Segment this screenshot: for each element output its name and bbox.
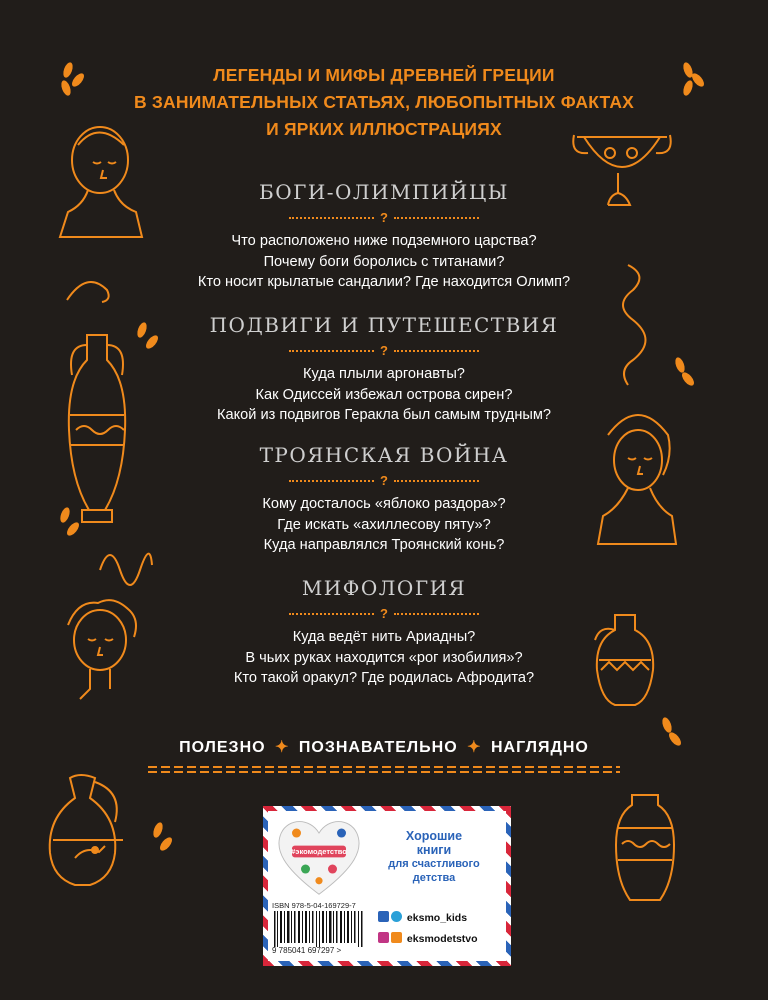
section-divider bbox=[289, 210, 479, 225]
wheat-icon bbox=[655, 715, 685, 755]
question-line: Почему боги боролись с титанами? bbox=[263, 253, 505, 270]
wheat-icon bbox=[668, 355, 698, 395]
instagram-icon bbox=[378, 932, 389, 943]
telegram-icon bbox=[391, 911, 402, 922]
wheat-icon bbox=[55, 505, 85, 545]
swirl-icon bbox=[598, 260, 658, 390]
publisher-label bbox=[263, 806, 511, 966]
question-line: Что расположено ниже подземного царства? bbox=[231, 233, 537, 249]
section-divider bbox=[289, 606, 479, 621]
slogan-line: Хорошие bbox=[405, 829, 463, 843]
headline-line-1: ЛЕГЕНДЫ И МИФЫ ДРЕВНЕЙ ГРЕЦИИ bbox=[213, 65, 555, 85]
urn-icon bbox=[610, 790, 680, 910]
slogan-line: книги bbox=[416, 843, 452, 857]
greek-woman-bust-icon bbox=[588, 400, 688, 550]
vase-icon bbox=[585, 610, 665, 710]
star-icon: ✦ bbox=[467, 739, 482, 756]
section-title: МИФОЛОГИЯ bbox=[301, 576, 467, 600]
dashed-divider bbox=[148, 766, 620, 774]
greek-bust-icon bbox=[48, 120, 158, 240]
curl-icon bbox=[62, 270, 122, 310]
social-handle: eksmo_kids bbox=[406, 912, 468, 924]
social-links bbox=[378, 908, 478, 950]
headline-line-3: И ЯРКИХ ИЛЛЮСТРАЦИЯХ bbox=[266, 119, 502, 139]
question-line: Куда ведёт нить Ариадны? bbox=[292, 629, 476, 645]
barcode-number: 9 785041 697297 > bbox=[272, 946, 342, 955]
slogan-word-visual: НАГЛЯДНО bbox=[490, 739, 589, 756]
wheat-icon bbox=[58, 60, 88, 100]
oinochoe-jug-icon bbox=[45, 770, 135, 890]
question-line: Куда направлялся Троянский конь? bbox=[263, 537, 505, 553]
section-title: ПОДВИГИ И ПУТЕШЕСТВИЯ bbox=[209, 313, 559, 337]
question-mark: ? bbox=[380, 606, 388, 621]
social-handle: eksmodetstvo bbox=[406, 933, 478, 945]
barcode bbox=[272, 911, 368, 947]
star-icon: ✦ bbox=[275, 739, 290, 756]
question-line: Как Одиссей избежал острова сирен? bbox=[255, 386, 513, 403]
social-row bbox=[378, 908, 478, 929]
slogan-line: для счастливого bbox=[388, 858, 480, 870]
section-divider bbox=[289, 473, 479, 488]
slogan-line: детства bbox=[412, 872, 456, 884]
wheat-icon bbox=[132, 320, 162, 360]
wheat-icon bbox=[148, 820, 178, 860]
question-line: Где искать «ахиллесову пяту»? bbox=[277, 516, 491, 533]
question-line: Кто такой оракул? Где родилась Афродита? bbox=[233, 670, 535, 686]
question-line: Кто носит крылатые сандалии? Где находится Олимп? bbox=[197, 274, 571, 290]
slogan-word-informative: ПОЗНАВАТЕЛЬНО bbox=[298, 739, 458, 756]
slogan-box bbox=[374, 829, 494, 885]
question-mark: ? bbox=[380, 210, 388, 225]
question-line: Куда плыли аргонавты? bbox=[303, 366, 465, 382]
social-row bbox=[378, 929, 478, 950]
isbn-text: ISBN 978-5-04-169729-7 bbox=[272, 901, 356, 910]
heart-logo-icon bbox=[274, 813, 364, 899]
question-line: Какой из подвигов Геракла был самым трудным? bbox=[216, 407, 552, 423]
question-mark: ? bbox=[380, 473, 388, 488]
section-divider bbox=[289, 343, 479, 358]
question-line: Кому досталось «яблоко раздора»? bbox=[262, 496, 506, 512]
slogan bbox=[0, 737, 768, 757]
hashtag-text: #экомодетство bbox=[291, 847, 347, 856]
headline-line-2: В ЗАНИМАТЕЛЬНЫХ СТАТЬЯХ, ЛЮБОПЫТНЫХ ФАКТАХ bbox=[133, 92, 635, 112]
greek-man-bust-icon bbox=[50, 595, 150, 705]
slogan-word-useful: ПОЛЕЗНО bbox=[179, 739, 266, 756]
kylix-cup-icon bbox=[572, 125, 672, 220]
vk-icon bbox=[378, 911, 389, 922]
question-mark: ? bbox=[380, 343, 388, 358]
ok-icon bbox=[391, 932, 402, 943]
question-line: В чьих руках находится «рог изобилия»? bbox=[245, 649, 523, 666]
section-title: БОГИ-ОЛИМПИЙЦЫ bbox=[259, 180, 509, 204]
amphora-icon bbox=[62, 330, 132, 530]
spiral-icon bbox=[95, 530, 155, 590]
section-title: ТРОЯНСКАЯ ВОЙНА bbox=[259, 443, 509, 467]
wheat-icon bbox=[678, 60, 708, 100]
